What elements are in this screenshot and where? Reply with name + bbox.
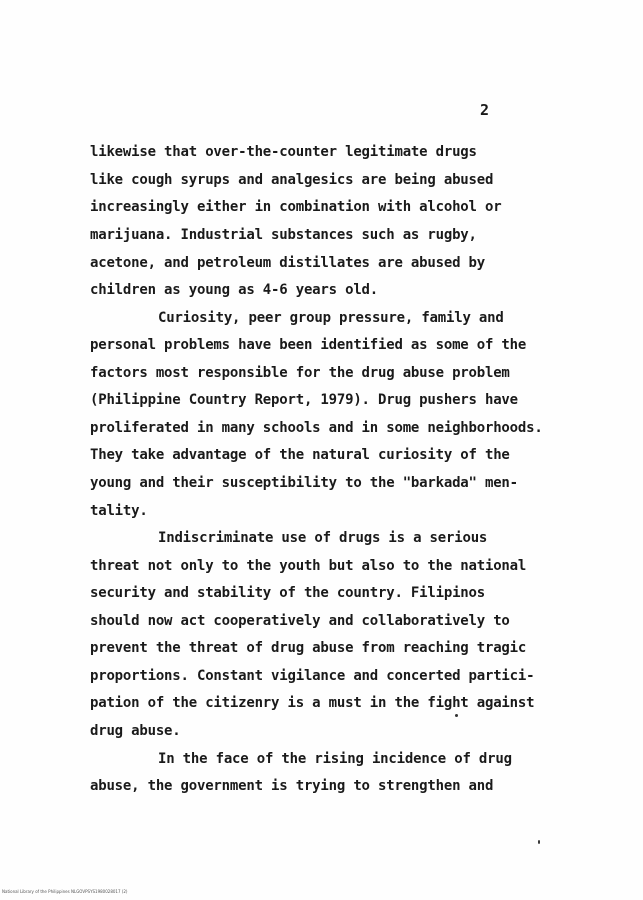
text-line: marijuana. Industrial substances such as rugby, xyxy=(90,227,477,243)
text-line: likewise that over-the-counter legitimate drugs xyxy=(90,144,477,160)
text-line: children as young as 4-6 years old. xyxy=(90,282,379,298)
text-line: acetone, and petroleum distillates are abused by xyxy=(90,255,485,271)
text-line: (Philippine Country Report, 1979). Drug pushers have xyxy=(90,392,518,408)
text-line: prevent the threat of drug abuse from reaching tragic xyxy=(90,640,527,656)
paragraph-start-line: In the face of the rising incidence of drug xyxy=(158,751,512,767)
page-number: 2 xyxy=(480,101,490,119)
text-line: increasingly either in combination with alcohol or xyxy=(90,199,502,215)
paragraph-start-line: Indiscriminate use of drugs is a serious xyxy=(158,530,488,546)
scan-speck xyxy=(538,840,540,844)
scan-speck xyxy=(455,714,458,717)
text-line: abuse, the government is trying to strengthen and xyxy=(90,778,494,794)
text-line: should now act cooperatively and collaboratively to xyxy=(90,613,510,629)
text-line: personal problems have been identified as some of the xyxy=(90,337,527,353)
text-line: proportions. Constant vigilance and concerted partici- xyxy=(90,668,535,684)
scan-footer: National Library of the Philippines NLGOVPSYS1980028017 (2) xyxy=(2,889,128,894)
text-line: like cough syrups and analgesics are being abused xyxy=(90,172,494,188)
text-line: young and their susceptibility to the "barkada" men- xyxy=(90,475,518,491)
text-line: They take advantage of the natural curiosity of the xyxy=(90,447,510,463)
text-line: tality. xyxy=(90,503,148,519)
text-line: pation of the citizenry is a must in the fight against xyxy=(90,695,535,711)
text-line: drug abuse. xyxy=(90,723,181,739)
text-line: threat not only to the youth but also to the national xyxy=(90,558,527,574)
text-line: security and stability of the country. Filipinos xyxy=(90,585,485,601)
paragraph-start-line: Curiosity, peer group pressure, family and xyxy=(158,310,504,326)
text-line: factors most responsible for the drug abuse problem xyxy=(90,365,510,381)
text-line: proliferated in many schools and in some neighborhoods. xyxy=(90,420,543,436)
